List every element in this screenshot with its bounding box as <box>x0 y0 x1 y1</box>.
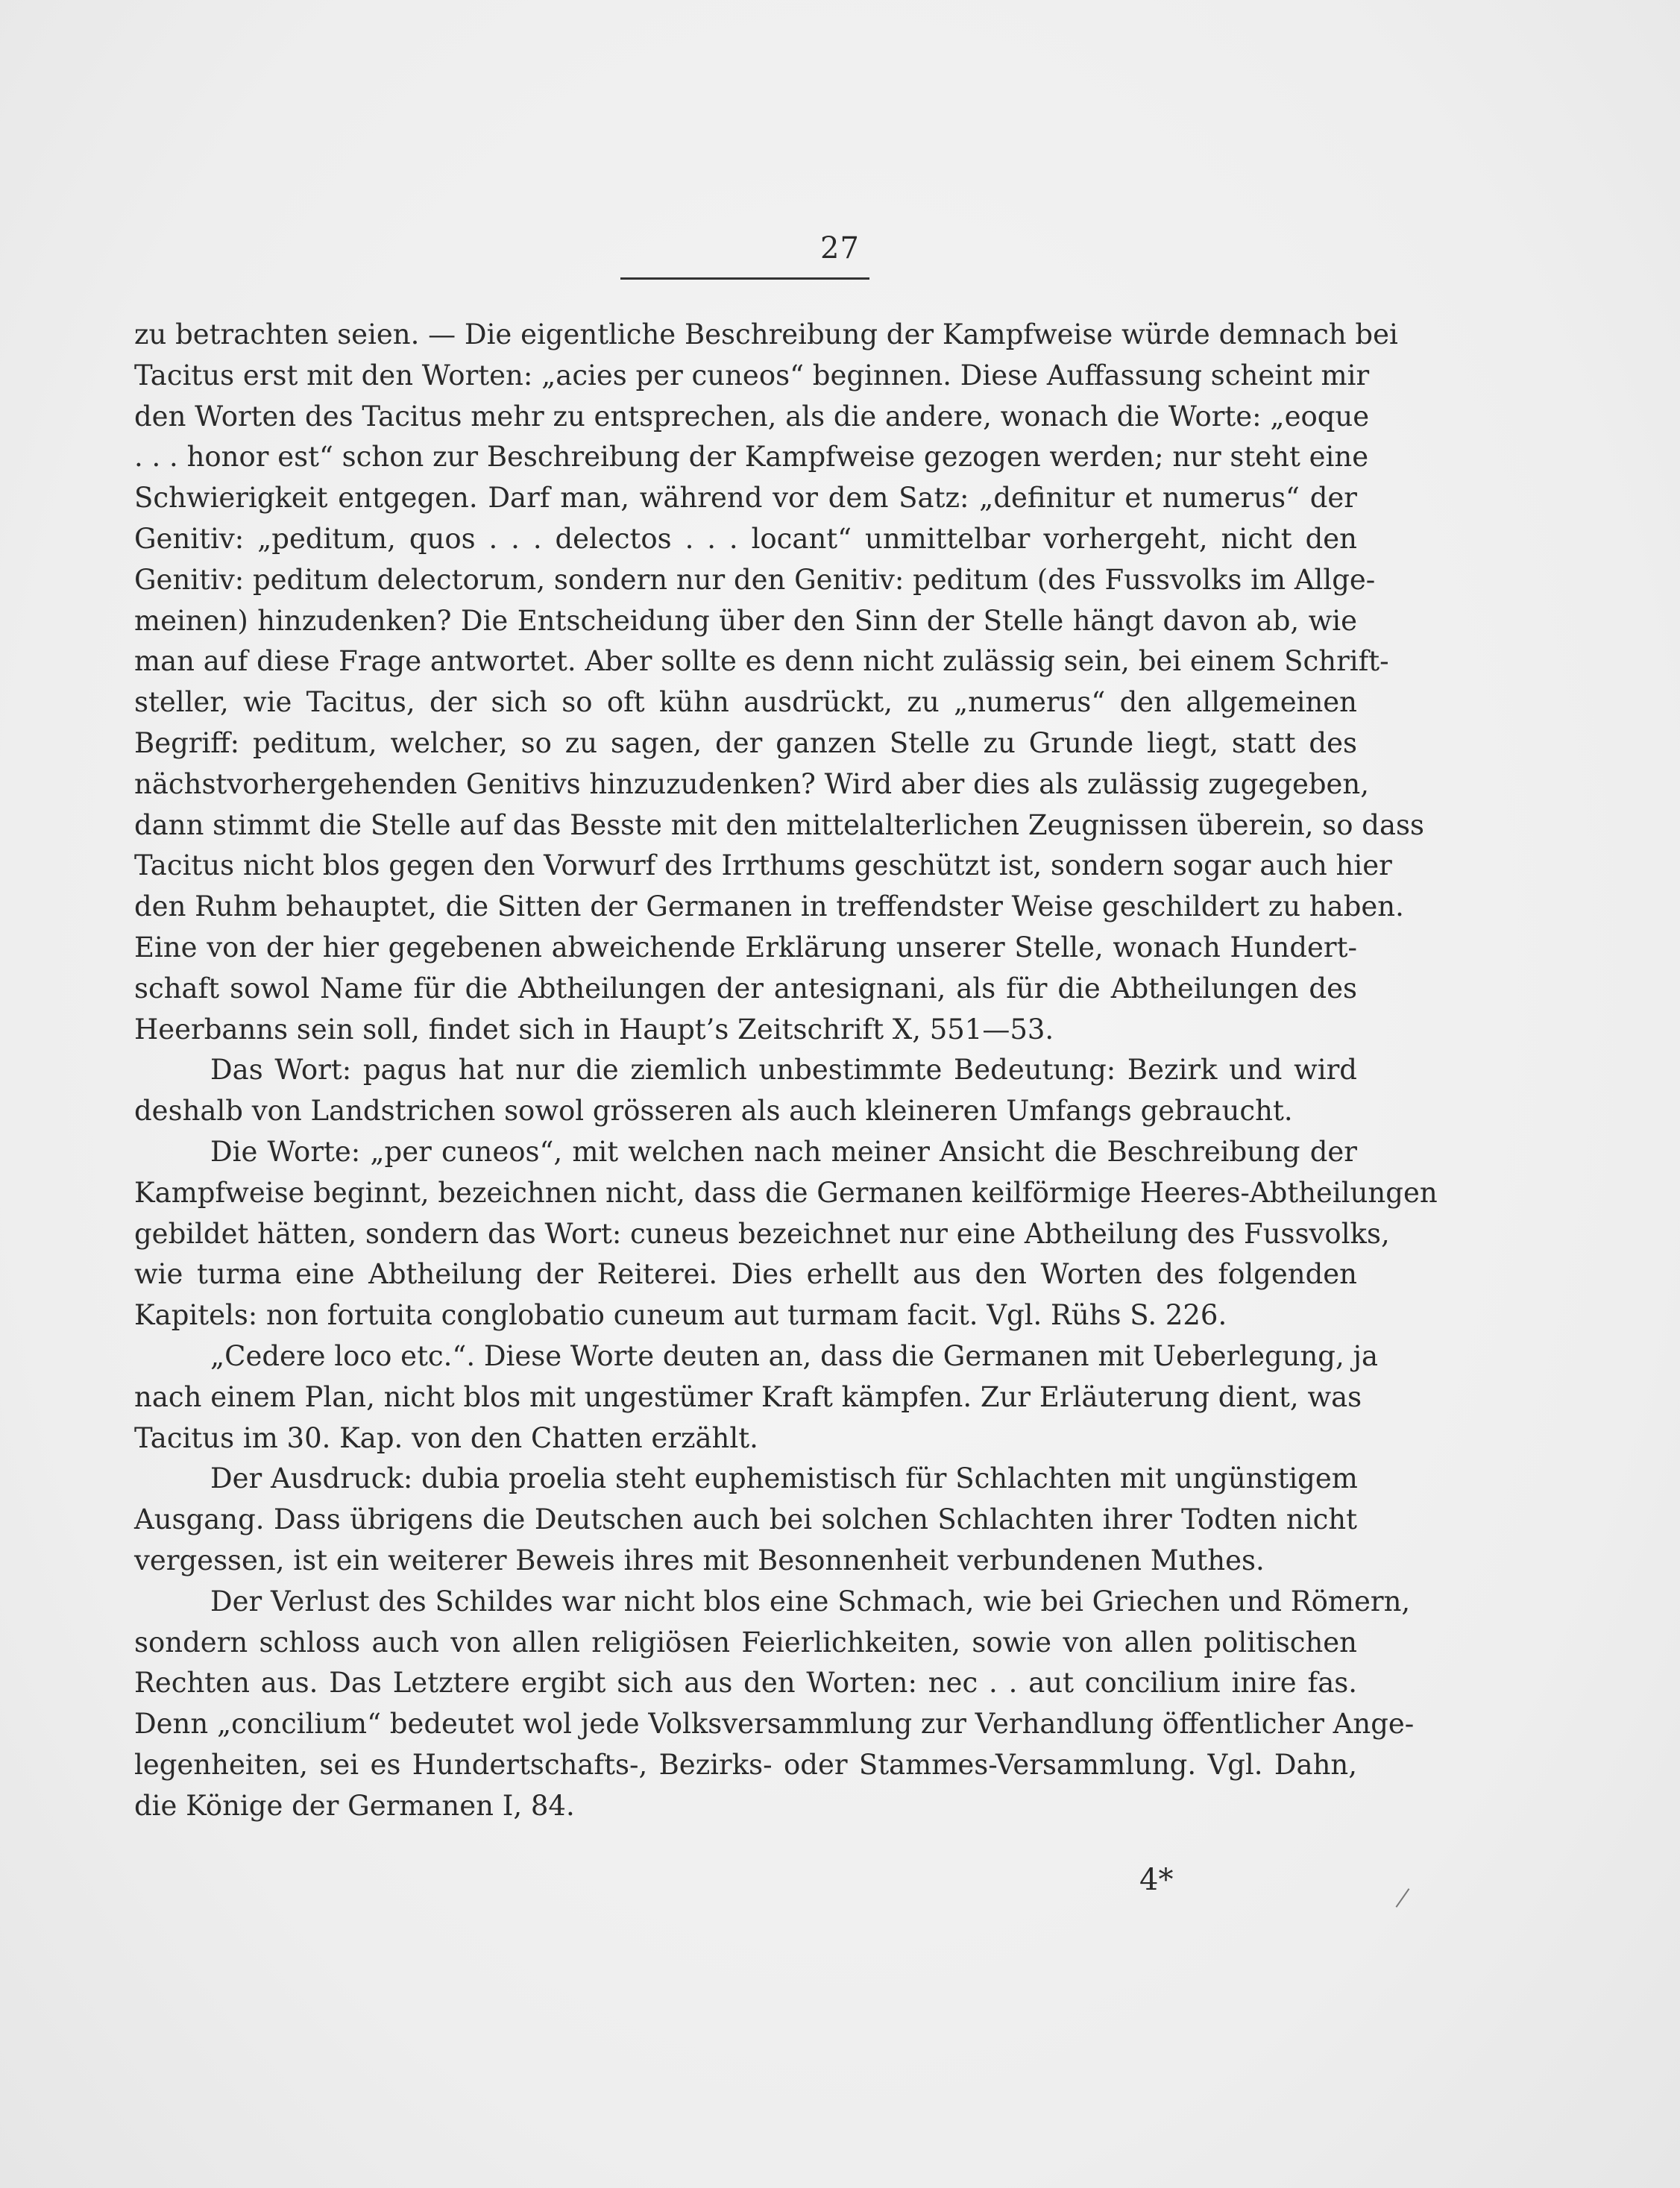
text-line: Genitiv: peditum delectorum, sondern nur den Genitiv: peditum (des Fussvolks im Allge- <box>134 563 1376 596</box>
text-line: nach einem Plan, nicht blos mit ungestümer Kraft kämpfen. Zur Erläuterung dient, was <box>134 1380 1362 1413</box>
text-line: Genitiv: „peditum, quos . . . delectos . . . locant“ unmittelbar vorhergeht, nicht den <box>134 522 1357 555</box>
text-line: Begriff: peditum, welcher, so zu sagen, der ganzen Stelle zu Grunde liegt, statt des <box>134 726 1357 759</box>
text-line: den Worten des Tacitus mehr zu entsprechen, als die andere, wonach die Worte: „eoque <box>134 400 1370 433</box>
text-line: steller, wie Tacitus, der sich so oft kühn ausdrückt, zu „numerus“ den allgemeinen <box>134 686 1357 719</box>
paragraph <box>134 1050 1357 1132</box>
text-line: Denn „concilium“ bedeutet wol jede Volksversammlung zur Verhandlung öffentlicher Ange- <box>134 1708 1415 1741</box>
text-line: Der Verlust des Schildes war nicht blos eine Schmach, wie bei Griechen und Römern, <box>210 1585 1411 1618</box>
text-line: sondern schloss auch von allen religiösen Feierlichkeiten, sowie von allen politischen <box>134 1626 1357 1659</box>
text-line: vergessen, ist ein weiterer Beweis ihres mit Besonnenheit verbundenen Muthes. <box>134 1544 1265 1576</box>
text-line: meinen) hinzudenken? Die Entscheidung über den Sinn der Stelle hängt davon ab, wie <box>134 604 1357 637</box>
text-line: Tacitus nicht blos gegen den Vorwurf des Irrthums geschützt ist, sondern sogar auch hier <box>134 849 1392 882</box>
text-line: wie turma eine Abtheilung der Reiterei. Dies erhellt aus den Worten des folgenden <box>134 1258 1357 1291</box>
text-line: Der Ausdruck: dubia proelia steht euphemistisch für Schlachten mit ungünstigem <box>210 1462 1358 1495</box>
text-line: man auf diese Frage antwortet. Aber sollte es denn nicht zulässig sein, bei einem Schrift- <box>134 645 1389 678</box>
text-line: schaft sowol Name für die Abtheilungen der antesignani, als für die Abtheilungen des <box>134 972 1357 1005</box>
text-line: . . . honor est“ schon zur Beschreibung der Kampfweise gezogen werden; nur steht eine <box>134 441 1369 474</box>
text-line: Die Worte: „per cuneos“, mit welchen nach meiner Ansicht die Beschreibung der <box>210 1135 1357 1168</box>
paragraph <box>134 1582 1415 1827</box>
text-line: Rechten aus. Das Letztere ergibt sich aus den Worten: nec . . aut concilium inire fas. <box>134 1667 1357 1700</box>
text-line: „Cedere loco etc.“. Diese Worte deuten an, dass die Germanen mit Ueberlegung, ja <box>210 1339 1379 1372</box>
scan-mark <box>1396 1888 1410 1908</box>
text-line: deshalb von Landstrichen sowol grösseren als auch kleineren Umfangs gebraucht. <box>134 1095 1293 1128</box>
header-rule <box>620 277 869 280</box>
paragraph <box>134 1132 1438 1336</box>
text-line: zu betrachten seien. — Die eigentliche Beschreibung der Kampfweise würde demnach bei <box>134 318 1398 350</box>
page-number: 27 <box>820 231 860 265</box>
text-line: Das Wort: pagus hat nur die ziemlich unbestimmte Bedeutung: Bezirk und wird <box>210 1054 1357 1087</box>
text-line: Kapitels: non fortuita conglobatio cuneum aut turmam facit. Vgl. Rühs S. 226. <box>134 1299 1227 1332</box>
text-line: Tacitus erst mit den Worten: „acies per cuneos“ beginnen. Diese Auffassung scheint mir <box>134 359 1370 392</box>
text-line: Heerbanns sein soll, findet sich in Haupt’s Zeitschrift X, 551—53. <box>134 1013 1054 1046</box>
text-line: gebildet hätten, sondern das Wort: cuneus bezeichnet nur eine Abtheilung des Fussvolks, <box>134 1217 1390 1250</box>
text-line: Eine von der hier gegebenen abweichende Erklärung unserer Stelle, wonach Hundert- <box>134 931 1357 963</box>
paragraph <box>134 315 1425 1050</box>
text-line: Schwierigkeit entgegen. Darf man, während vor dem Satz: „definitur et numerus“ der <box>134 482 1357 515</box>
paragraph <box>134 1459 1357 1581</box>
text-line: Ausgang. Dass übrigens die Deutschen auch bei solchen Schlachten ihrer Todten nicht <box>134 1503 1357 1536</box>
text-line: dann stimmt die Stelle auf das Besste mit den mittelalterlichen Zeugnissen überein, so dass <box>134 808 1425 841</box>
signature-mark: 4* <box>1139 1863 1174 1897</box>
paragraph <box>134 1336 1379 1459</box>
text-line: legenheiten, sei es Hundertschafts-, Bezirks- oder Stammes-Versammlung. Vgl. Dahn, <box>134 1748 1357 1781</box>
text-line: Tacitus im 30. Kap. von den Chatten erzählt. <box>134 1421 758 1454</box>
text-line: Kampfweise beginnt, bezeichnen nicht, dass die Germanen keilförmige Heeres-Abtheilungen <box>134 1176 1438 1209</box>
text-line: den Ruhm behauptet, die Sitten der Germanen in treffendster Weise geschildert zu haben. <box>134 890 1404 923</box>
body-text <box>134 315 1438 1826</box>
text-line: nächstvorhergehenden Genitivs hinzuzudenken? Wird aber dies als zulässig zugegeben, <box>134 767 1370 800</box>
text-line: die Könige der Germanen I, 84. <box>134 1789 575 1822</box>
